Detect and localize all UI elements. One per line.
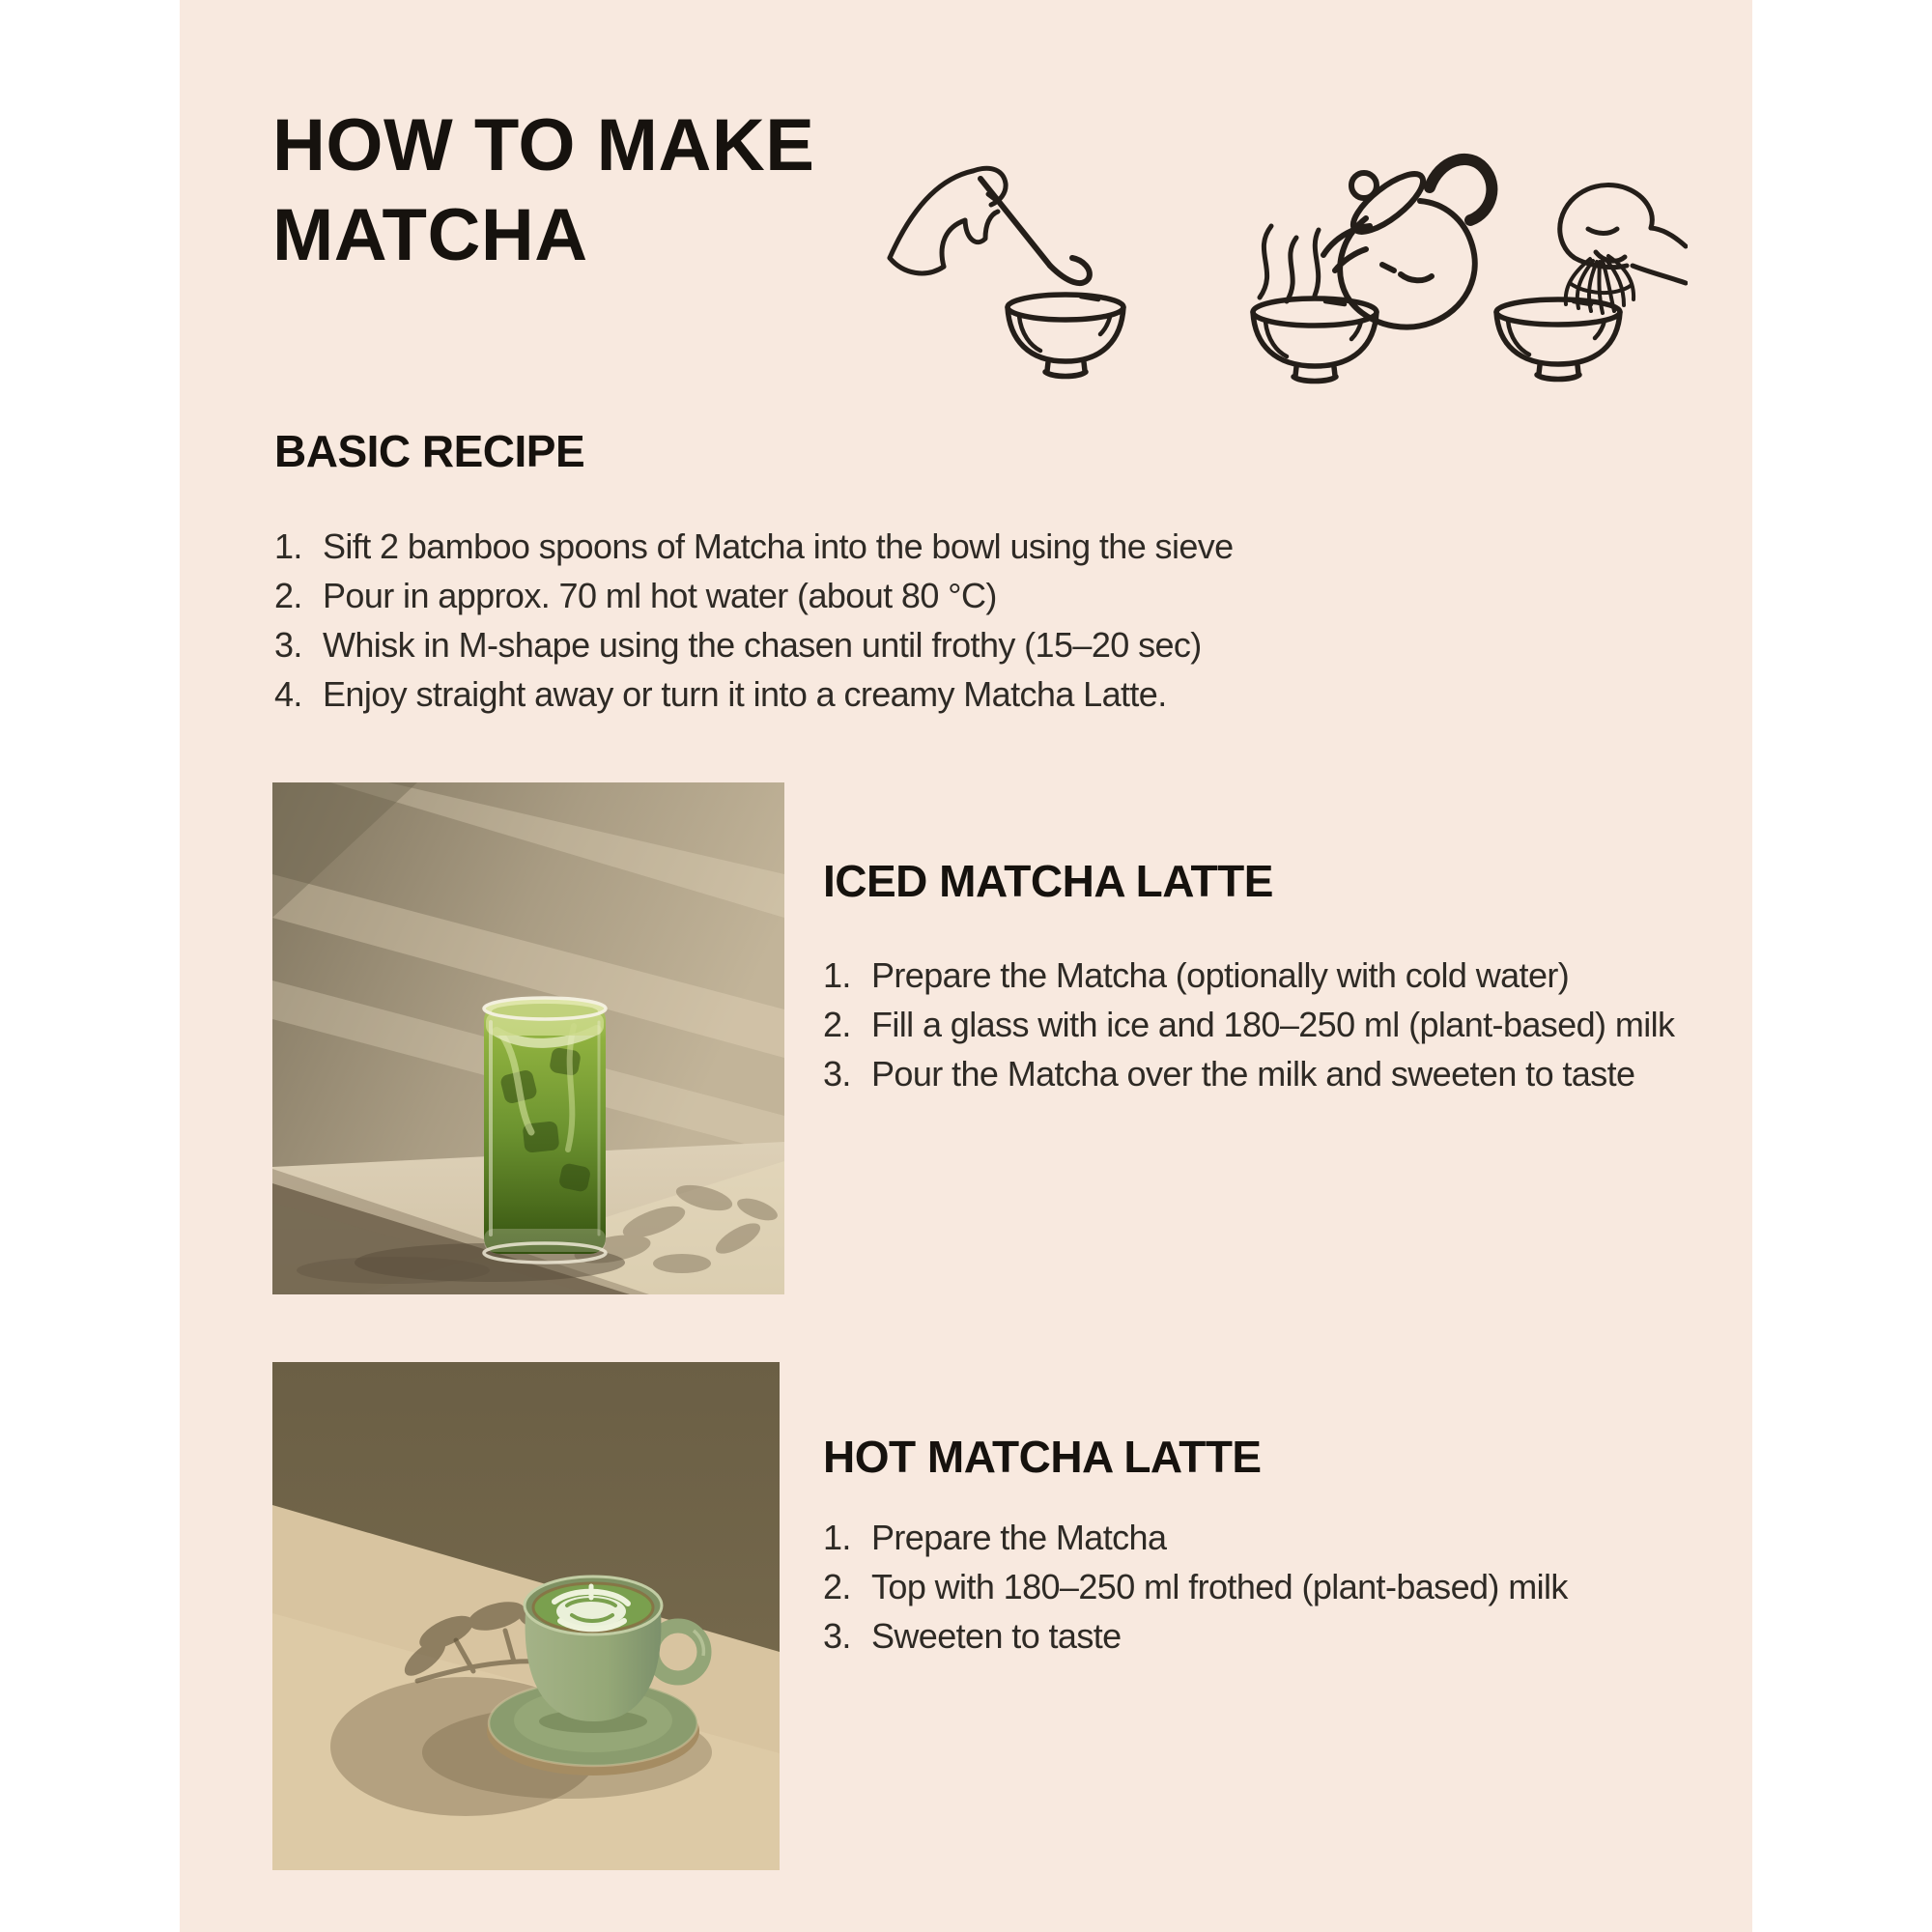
hot-matcha-latte-photo (272, 1362, 780, 1870)
iced-latte-steps (823, 951, 1750, 1098)
step-text: Pour in approx. 70 ml hot water (about 80 °C) (323, 576, 997, 615)
step-item (823, 1049, 1750, 1098)
page-title-line1: HOW TO MAKE (272, 104, 815, 186)
step-text: Prepare the Matcha (optionally with cold water) (871, 955, 1570, 995)
step-number: 1. (823, 955, 851, 995)
teapot-pour-icon (1225, 118, 1515, 393)
step-number: 3. (823, 1616, 851, 1656)
step-text: Prepare the Matcha (871, 1518, 1167, 1557)
iced-matcha-latte-photo (272, 782, 784, 1294)
step-number: 1. (823, 1518, 851, 1557)
hot-latte-steps (823, 1513, 1750, 1661)
step-text: Pour the Matcha over the milk and sweeten to taste (871, 1054, 1635, 1094)
step-item (823, 1562, 1750, 1611)
step-number: 3. (823, 1054, 851, 1094)
step-text: Whisk in M-shape using the chasen until frothy (15–20 sec) (323, 625, 1202, 665)
step-text: Enjoy straight away or turn it into a creamy Matcha Latte. (323, 674, 1167, 714)
step-number: 4. (274, 674, 302, 714)
step-number: 3. (274, 625, 302, 665)
step-text: Sift 2 bamboo spoons of Matcha into the bowl using the sieve (323, 526, 1234, 566)
step-number: 1. (274, 526, 302, 566)
basic-recipe-steps (274, 522, 1704, 719)
step-number: 2. (823, 1005, 851, 1044)
section-heading-hot: HOT MATCHA LATTE (823, 1432, 1262, 1482)
page-title-line2: MATCHA (272, 194, 588, 276)
step-item (274, 522, 1704, 571)
step-item (823, 951, 1750, 1000)
step-item (274, 620, 1704, 669)
page-title (272, 100, 814, 280)
section-heading-basic: BASIC RECIPE (274, 426, 585, 476)
step-number: 2. (274, 576, 302, 615)
step-number: 2. (823, 1567, 851, 1606)
section-heading-iced: ICED MATCHA LATTE (823, 856, 1273, 906)
step-text: Fill a glass with ice and 180–250 ml (plant-based) milk (871, 1005, 1675, 1044)
step-item (823, 1000, 1750, 1049)
step-text: Top with 180–250 ml frothed (plant-based) milk (871, 1567, 1568, 1606)
step-item (823, 1513, 1750, 1562)
chasen-whisk-icon (1480, 169, 1688, 396)
step-item (274, 669, 1704, 719)
bamboo-scoop-icon (884, 150, 1135, 391)
step-item (823, 1611, 1750, 1661)
step-item (274, 571, 1704, 620)
step-text: Sweeten to taste (871, 1616, 1122, 1656)
